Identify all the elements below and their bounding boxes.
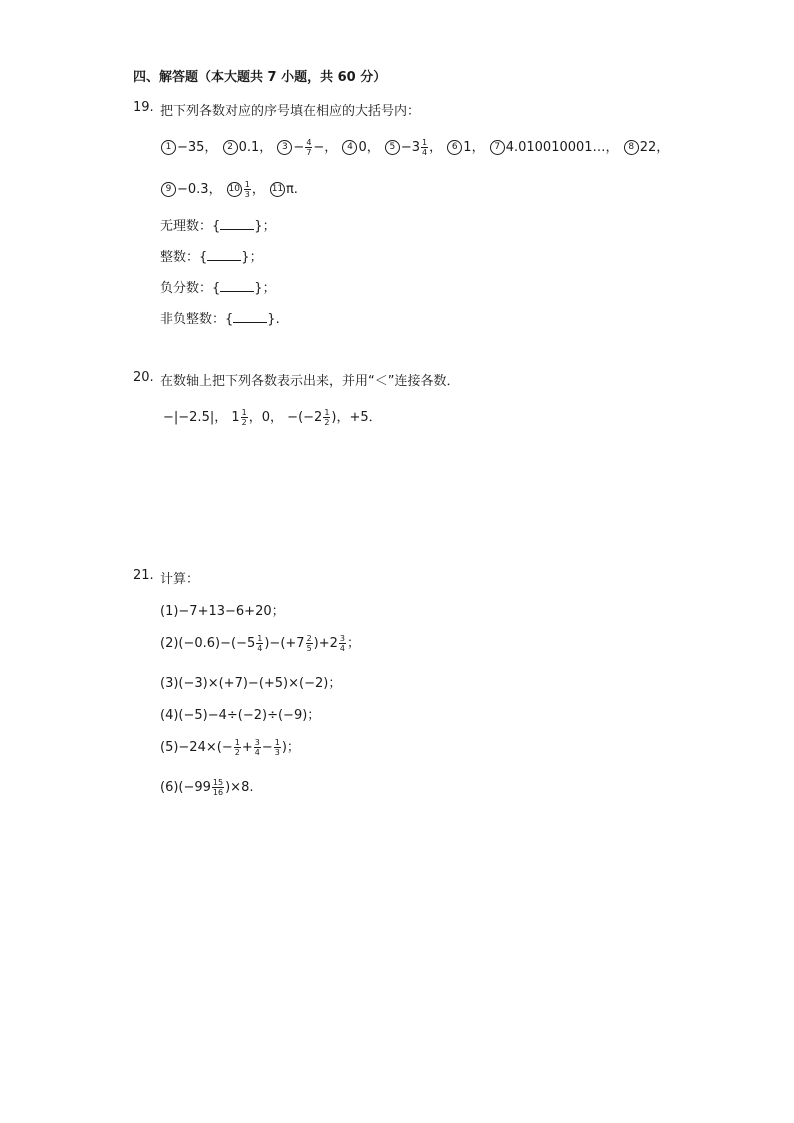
denominator: 4 bbox=[254, 748, 260, 757]
brace-open: { bbox=[225, 312, 234, 327]
numerator: 1 bbox=[241, 408, 247, 417]
item-3-pre: − bbox=[293, 140, 305, 155]
denominator: 2 bbox=[324, 418, 330, 427]
numerator: 15 bbox=[212, 778, 224, 787]
item-2-text: 0.1， bbox=[238, 140, 273, 155]
question-21-number: 21. bbox=[133, 568, 154, 583]
problem-2-fraction-1 bbox=[256, 634, 263, 653]
problem-2-part-b: )−(+7 bbox=[264, 636, 305, 651]
item-5-fraction bbox=[421, 138, 428, 157]
item-9-text: −0.3， bbox=[177, 182, 222, 197]
category-irrational bbox=[160, 215, 276, 234]
numerator: 1 bbox=[257, 634, 263, 643]
denominator: 7 bbox=[306, 148, 312, 157]
category-label: 整数： bbox=[160, 250, 200, 265]
question-20-number: 20. bbox=[133, 370, 154, 385]
answer-blank[interactable] bbox=[207, 249, 241, 261]
problem-2-part-d: ； bbox=[347, 636, 361, 651]
circled-mark-5: 5 bbox=[385, 140, 400, 155]
item-11-text: π. bbox=[285, 182, 298, 197]
problem-3: (3)(−3)×(+7)−(+5)×(−2)； bbox=[160, 676, 342, 691]
brace-close: }； bbox=[254, 281, 276, 296]
item-3-post: −， bbox=[313, 140, 338, 155]
category-label: 非负整数： bbox=[160, 312, 226, 327]
question-21-prompt: 计算： bbox=[160, 572, 200, 587]
question-19-number-list-row1 bbox=[160, 136, 669, 157]
numerator: 1 bbox=[274, 738, 280, 747]
item-10-fraction bbox=[244, 180, 251, 199]
expr-c-fraction bbox=[323, 408, 330, 427]
expr-c-pre: −(−2 bbox=[287, 410, 323, 425]
brace-close: }. bbox=[267, 312, 280, 327]
answer-blank[interactable] bbox=[233, 311, 267, 323]
denominator: 3 bbox=[274, 748, 280, 757]
item-5-post: ， bbox=[429, 140, 443, 155]
circled-mark-1: 1 bbox=[161, 140, 176, 155]
problem-5-part-a: (5)−24×(− bbox=[160, 740, 233, 755]
question-19-number: 19. bbox=[133, 100, 154, 115]
problem-1: (1)−7+13−6+20； bbox=[160, 604, 285, 619]
question-20-expression bbox=[163, 406, 382, 427]
circled-mark-9: 9 bbox=[161, 182, 176, 197]
problem-2-part-a: (2)(−0.6)−(−5 bbox=[160, 636, 256, 651]
circled-mark-7: 7 bbox=[490, 140, 505, 155]
problem-5-part-b: + bbox=[241, 740, 253, 755]
question-20-prompt: 在数轴上把下列各数表示出来，并用“＜”连接各数． bbox=[160, 374, 460, 389]
numerator: 1 bbox=[324, 408, 330, 417]
category-label: 负分数： bbox=[160, 281, 213, 296]
brace-open: { bbox=[212, 281, 221, 296]
category-label: 无理数： bbox=[160, 219, 213, 234]
brace-close: }； bbox=[254, 219, 276, 234]
problem-2-part-c: )+2 bbox=[313, 636, 338, 651]
numerator: 1 bbox=[234, 738, 240, 747]
item-10-post: ， bbox=[251, 182, 265, 197]
denominator: 4 bbox=[339, 644, 345, 653]
problem-2-fraction-3 bbox=[339, 634, 346, 653]
numerator: 3 bbox=[254, 738, 260, 747]
category-integer bbox=[160, 246, 263, 265]
category-negative-fraction bbox=[160, 277, 276, 296]
problem-5-fraction-3 bbox=[274, 738, 281, 757]
circled-mark-10: 10 bbox=[227, 182, 242, 197]
denominator: 4 bbox=[257, 644, 263, 653]
denominator: 16 bbox=[212, 788, 224, 797]
section-title: 四、解答题（本大题共 7 小题，共 60 分） bbox=[133, 70, 387, 85]
denominator: 2 bbox=[241, 418, 247, 427]
numerator: 3 bbox=[339, 634, 345, 643]
category-nonnegative-integer bbox=[160, 308, 280, 327]
problem-5-part-c: − bbox=[261, 740, 273, 755]
numerator: 1 bbox=[244, 180, 250, 189]
item-3-fraction bbox=[305, 138, 312, 157]
problem-6-part-b: )×8. bbox=[225, 780, 254, 795]
problem-6-fraction-1 bbox=[212, 778, 224, 797]
brace-open: { bbox=[199, 250, 208, 265]
denominator: 4 bbox=[422, 148, 428, 157]
denominator: 5 bbox=[306, 644, 312, 653]
item-4-text: 0， bbox=[358, 140, 380, 155]
problem-6 bbox=[160, 778, 253, 797]
problem-5-fraction-2 bbox=[254, 738, 261, 757]
answer-blank[interactable] bbox=[220, 280, 254, 292]
answer-blank[interactable] bbox=[220, 218, 254, 230]
circled-mark-11: 11 bbox=[270, 182, 285, 197]
problem-5-part-d: )； bbox=[281, 740, 300, 755]
brace-close: }； bbox=[241, 250, 263, 265]
denominator: 2 bbox=[234, 748, 240, 757]
brace-open: { bbox=[212, 219, 221, 234]
problem-5-fraction-1 bbox=[234, 738, 241, 757]
denominator: 3 bbox=[244, 190, 250, 199]
circled-mark-2: 2 bbox=[223, 140, 238, 155]
expr-a: −|−2.5|， bbox=[163, 410, 228, 425]
item-5-pre: −3 bbox=[400, 140, 421, 155]
expr-c-post: )，+5． bbox=[331, 410, 382, 425]
circled-mark-3: 3 bbox=[277, 140, 292, 155]
numerator: 4 bbox=[306, 138, 312, 147]
circled-mark-8: 8 bbox=[624, 140, 639, 155]
expr-b-post: ，0， bbox=[248, 410, 284, 425]
problem-5 bbox=[160, 736, 300, 757]
problem-2-fraction-2 bbox=[306, 634, 313, 653]
circled-mark-6: 6 bbox=[447, 140, 462, 155]
numerator: 1 bbox=[422, 138, 428, 147]
problem-4: (4)(−5)−4÷(−2)÷(−9)； bbox=[160, 708, 321, 723]
item-1-text: −35， bbox=[177, 140, 218, 155]
item-6-text: 1， bbox=[463, 140, 485, 155]
problem-6-part-a: (6)(−99 bbox=[160, 780, 211, 795]
item-8-text: 22， bbox=[639, 140, 670, 155]
question-19-prompt: 把下列各数对应的序号填在相应的大括号内： bbox=[160, 104, 421, 119]
expr-b-whole: 1 bbox=[231, 410, 240, 425]
numerator: 2 bbox=[306, 634, 312, 643]
problem-2 bbox=[160, 632, 360, 653]
circled-mark-4: 4 bbox=[342, 140, 357, 155]
item-7-text: 4.010010001…， bbox=[505, 140, 619, 155]
expr-b-fraction bbox=[241, 408, 248, 427]
question-19-number-list-row2 bbox=[160, 178, 298, 199]
